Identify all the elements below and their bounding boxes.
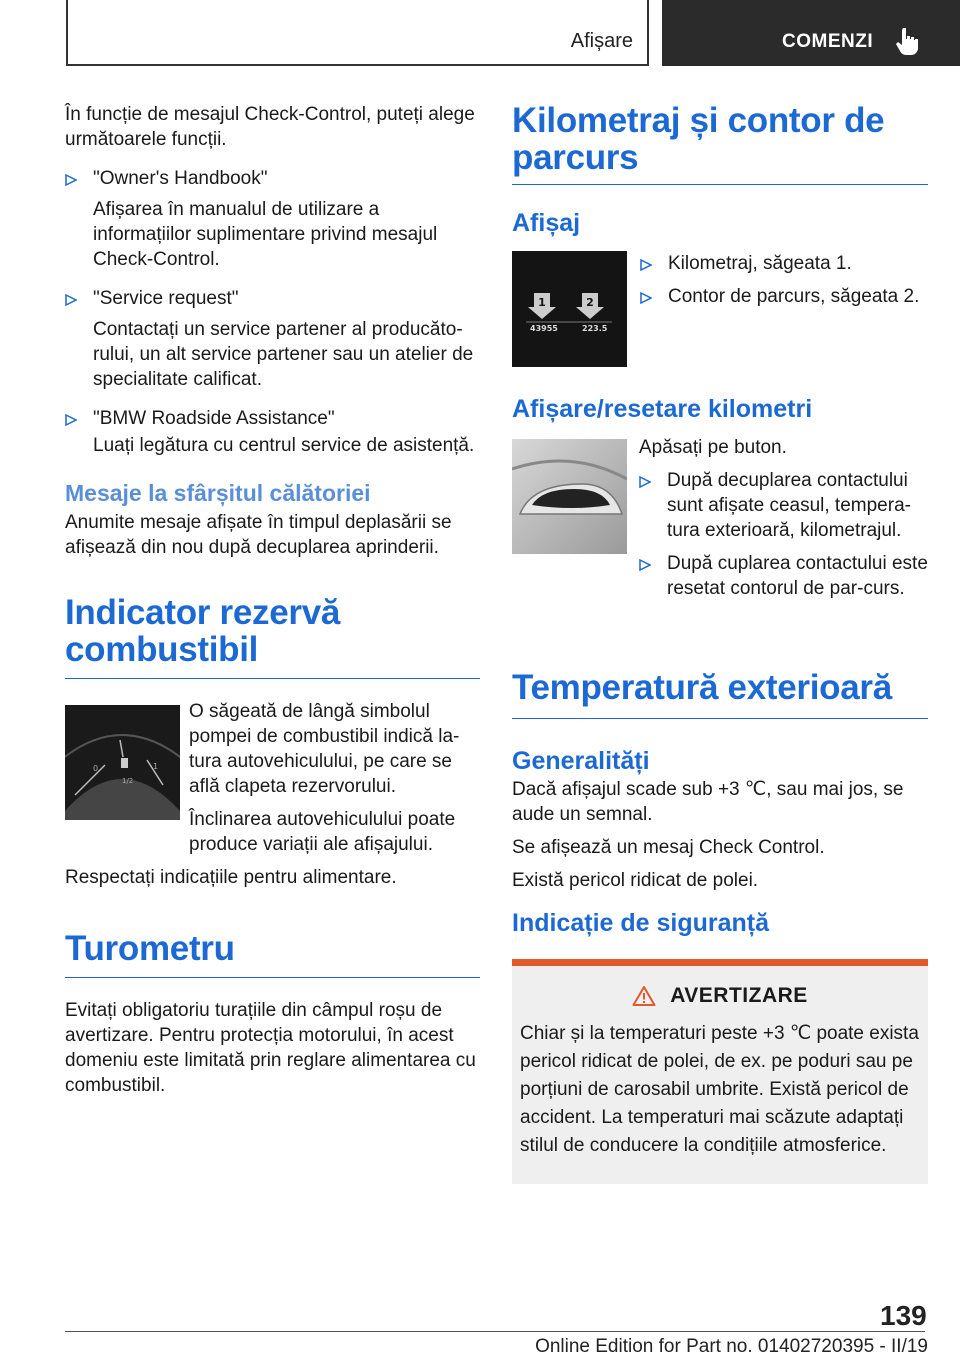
odometer-display-image xyxy=(512,251,627,367)
intro-text: În funcție de mesajul Check-Control, puteți alege următoarele funcții. xyxy=(65,104,475,150)
arrow-2-label: 2 xyxy=(586,296,594,309)
list-item xyxy=(640,251,928,276)
list-item xyxy=(639,468,928,543)
list-item-title: "Owner's Handbook" xyxy=(93,168,268,189)
list-item-text: Kilometraj, săgeata 1. xyxy=(668,253,852,274)
fuel-text-3: Respectați indicațiile pentru alimentare. xyxy=(65,867,397,888)
section-active-label: COMENZI xyxy=(782,31,874,52)
general-text-1: Dacă afișajul scade sub +3 ℃, sau mai jos, se aude un semnal. xyxy=(512,779,904,825)
footer-rule xyxy=(65,1331,925,1332)
triangle-bullet-icon xyxy=(640,259,652,271)
reset-button-image xyxy=(512,439,627,554)
tachometer-heading: Turometru xyxy=(65,929,235,968)
list-item xyxy=(640,284,928,309)
warning-box xyxy=(512,959,928,1184)
triangle-bullet-icon xyxy=(639,559,651,571)
triangle-bullet-icon xyxy=(65,414,77,426)
tach-text: Evitați obligatoriu turațiile din câmpul roșu de avertizare. Pentru protecția motorului, în acest domeniu este limitată prin reglare alimentarea cu combustibil. xyxy=(65,1000,476,1096)
triangle-bullet-icon xyxy=(65,294,77,306)
odo-value: 43955 xyxy=(530,324,558,333)
odo-heading-rule xyxy=(512,184,928,185)
right-column xyxy=(512,102,928,1184)
gauge-label-half: 1/2 xyxy=(122,777,134,785)
section-tab[interactable] xyxy=(66,0,649,66)
general-text-2: Se afișează un mesaj Check Control. xyxy=(512,837,825,858)
tach-heading-rule xyxy=(65,977,480,978)
reset-section xyxy=(512,435,928,635)
fuel-gauge-image xyxy=(65,705,180,820)
left-column xyxy=(65,102,480,1106)
list-item-text: După decuplarea contactului sunt afișate ceasul, tempera-tura exterioară, kilometrajul. xyxy=(667,470,911,541)
triangle-bullet-icon xyxy=(639,476,651,488)
fuel-heading-rule xyxy=(65,678,480,679)
list-item-desc: Contactați un service partener al producăto-rului, un alt service partener sau un atelier de specialitate calificat. xyxy=(93,319,474,390)
section-tab-label: Afișare xyxy=(570,30,633,52)
fuel-section xyxy=(65,699,480,857)
list-item xyxy=(639,551,928,601)
gauge-label-one: 1 xyxy=(153,762,159,771)
end-trip-heading: Mesaje la sfârșitul călătoriei xyxy=(65,480,371,506)
hand-pointer-icon xyxy=(894,26,920,56)
list-item-text: După cuplarea contactului este resetat contorul de par-curs. xyxy=(667,553,928,599)
list-item-desc: Luați legătura cu centrul service de asistență. xyxy=(93,435,475,456)
fuel-heading-line-1: Indicator rezervă xyxy=(65,593,341,632)
outside-temp-heading: Temperatură exterioară xyxy=(512,668,892,707)
warning-bar xyxy=(512,959,928,966)
odometer-heading xyxy=(512,102,928,176)
general-text-3: Există pericol ridicat de polei. xyxy=(512,870,759,891)
end-trip-text: Anumite mesaje afișate în timpul deplasării se afișează din nou după decuplarea aprinderii. xyxy=(65,512,452,558)
safety-heading: Indicație de siguranță xyxy=(512,909,770,937)
warning-title: AVERTIZARE xyxy=(670,984,808,1007)
triangle-bullet-icon xyxy=(65,174,77,186)
warning-triangle-icon xyxy=(632,985,656,1007)
list-item-title: "BMW Roadside Assistance" xyxy=(93,408,335,429)
list-item-desc: Afișarea în manualul de utilizare a informațiilor suplimentare privind mesajul Check-Control. xyxy=(93,199,438,270)
warning-text: Chiar și la temperaturi peste +3 ℃ poate exista pericol ridicat de polei, de ex. pe poduri sau pe porțiuni de carosabil umbrite. Există pericol de accident. La temperaturi mai scăzute adaptați stilul de conducere la condițiile atmosferice. xyxy=(520,1023,919,1156)
fuel-text-1: O săgeată de lângă simbolul pompei de combustibil indică la-tura autovehiculului, pe care se află clapeta rezervorului. xyxy=(189,701,460,797)
fuel-text-2a: Înclinarea autovehiculului poate produce variații ale afișajului. xyxy=(189,809,456,855)
arrow-1-label: 1 xyxy=(538,296,546,309)
display-section xyxy=(512,251,928,367)
gauge-label-zero: 0 xyxy=(93,764,99,773)
list-item xyxy=(65,286,480,392)
temp-heading-rule xyxy=(512,718,928,719)
list-item-text: Contor de parcurs, săgeata 2. xyxy=(668,286,920,307)
fuel-heading-line-2: combustibil xyxy=(65,630,259,669)
fuel-reserve-heading xyxy=(65,594,480,668)
edition-footer: Online Edition for Part no. 01402720395 - II/19 xyxy=(535,1336,928,1357)
odo-heading-line-2: parcurs xyxy=(512,138,639,177)
section-tab-active[interactable] xyxy=(662,0,960,66)
display-heading: Afișaj xyxy=(512,209,581,237)
warning-header xyxy=(512,966,928,1008)
reset-heading: Afișare/resetare kilometri xyxy=(512,395,813,423)
list-item-title: "Service request" xyxy=(93,288,239,309)
list-item xyxy=(65,406,480,458)
trip-value: 223.5 xyxy=(582,324,608,333)
page-number: 139 xyxy=(880,1300,927,1331)
triangle-bullet-icon xyxy=(640,292,652,304)
list-item xyxy=(65,166,480,272)
odo-heading-line-1: Kilometraj și contor de xyxy=(512,101,885,140)
reset-intro: Apăsați pe buton. xyxy=(639,437,787,458)
general-heading: Generalități xyxy=(512,747,650,775)
